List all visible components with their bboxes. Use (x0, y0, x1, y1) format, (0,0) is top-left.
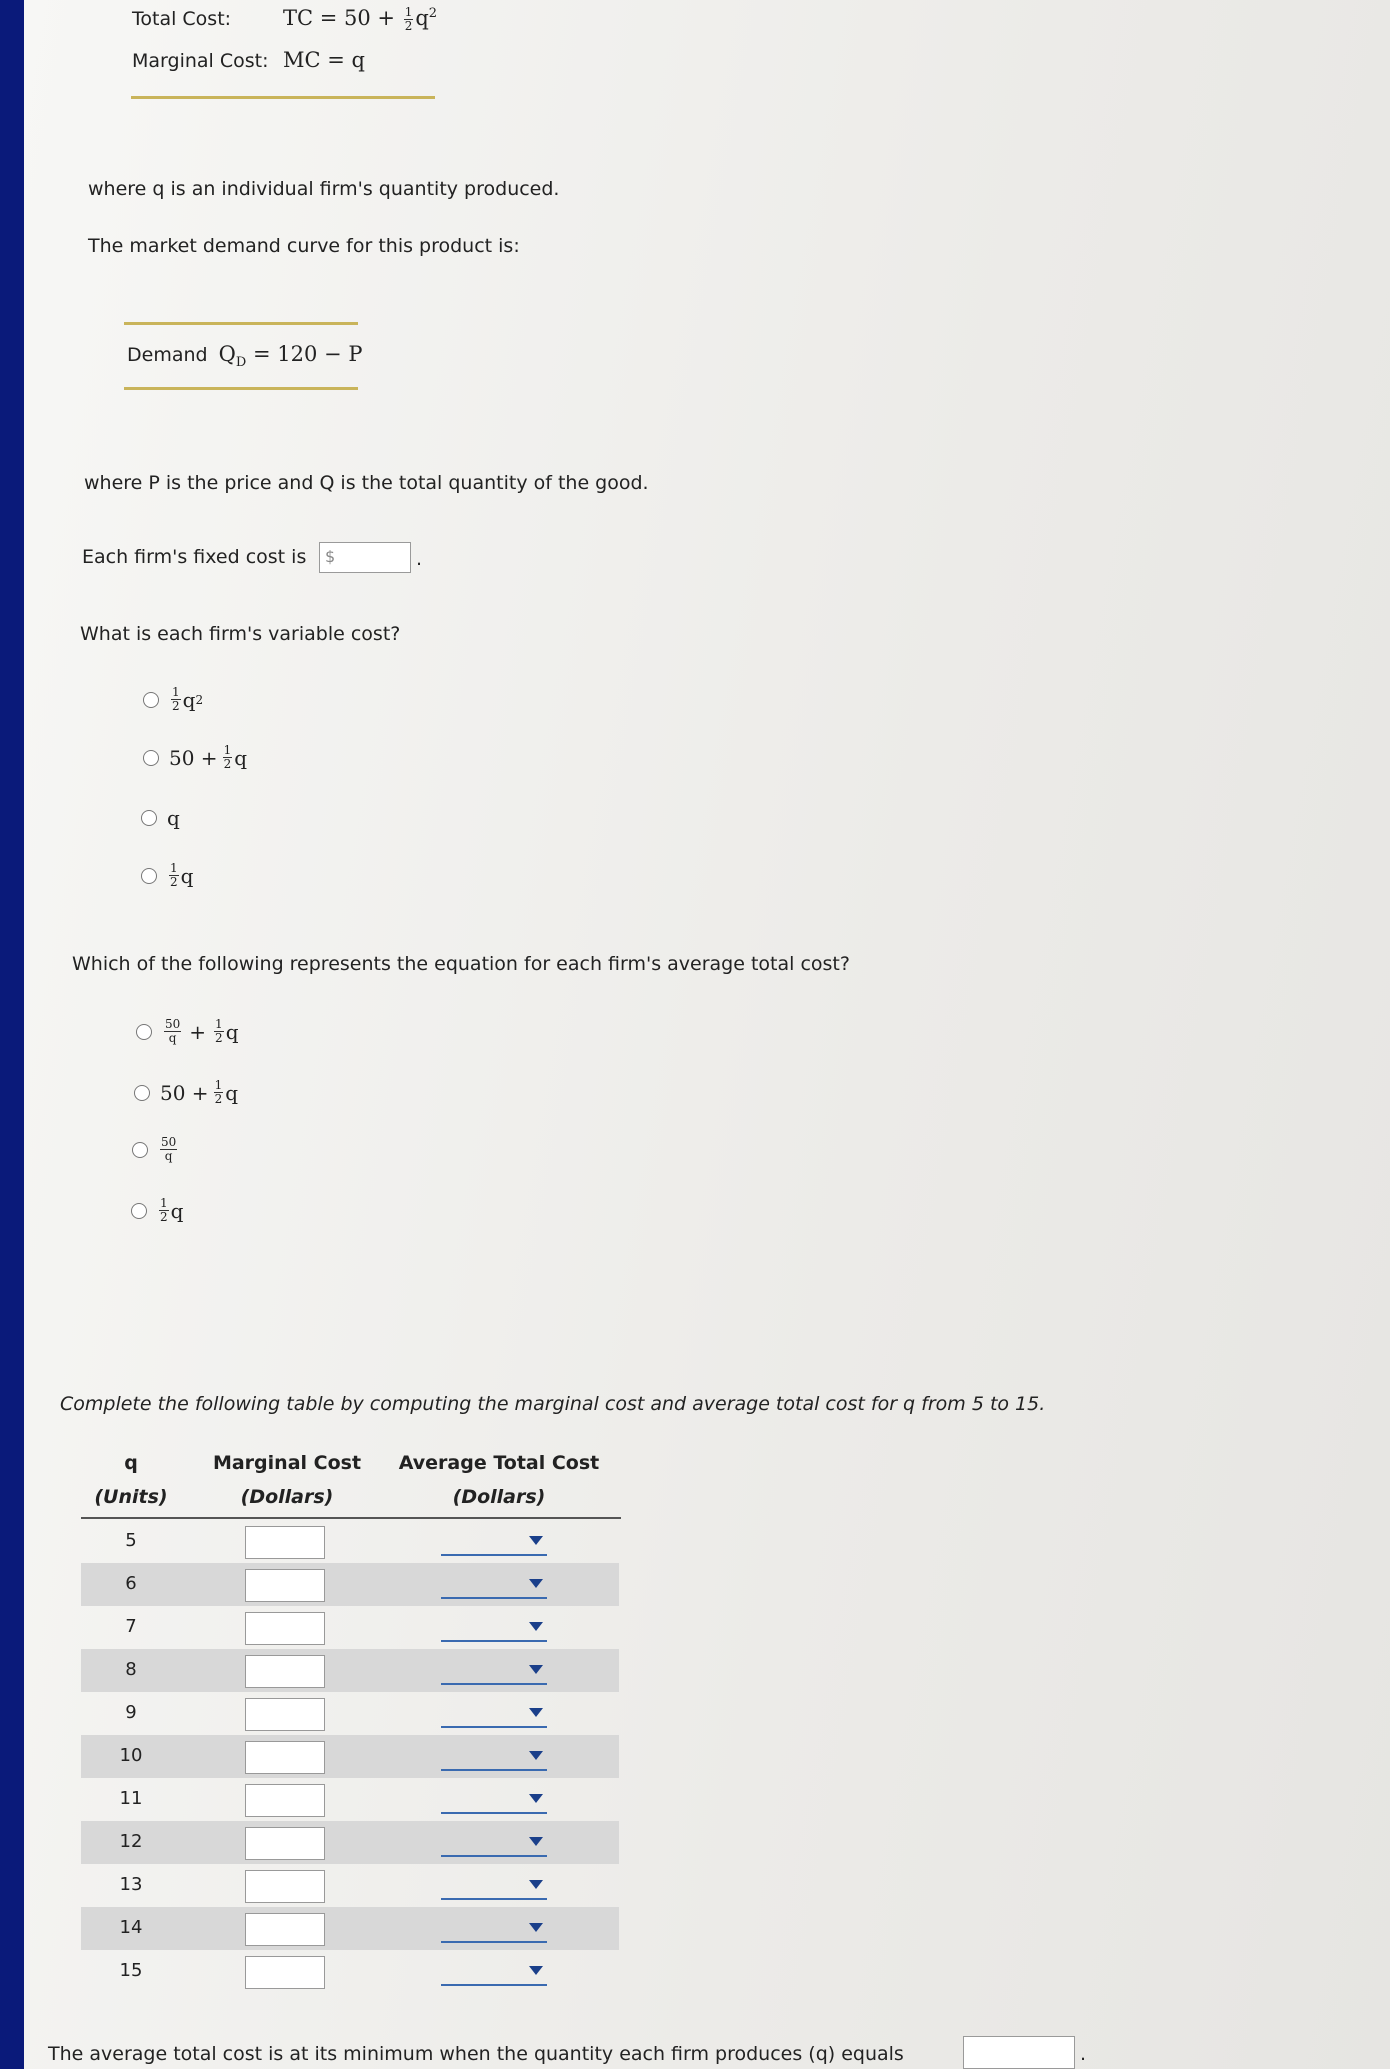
marginal-cost-input[interactable] (245, 1827, 325, 1860)
radio-button[interactable] (136, 1024, 152, 1040)
marginal-cost-input[interactable] (245, 1526, 325, 1559)
table-row: 5 (81, 1520, 619, 1563)
atc-dropdown[interactable] (441, 1835, 547, 1857)
marginal-cost-input[interactable] (245, 1612, 325, 1645)
marginal-cost-input[interactable] (245, 1870, 325, 1903)
where-q-text: where q is an individual firm's quantity produced. (88, 178, 560, 200)
col-header-average-total-cost: Average Total Cost (Dollars) (398, 1452, 600, 1508)
table-header-rule (81, 1517, 621, 1519)
variable-cost-option-3[interactable]: q (141, 806, 180, 830)
radio-button[interactable] (141, 868, 157, 884)
left-edge-bar (0, 0, 24, 2069)
fixed-cost-period: . (416, 548, 423, 570)
fixed-cost-input[interactable] (319, 542, 411, 573)
atc-option-2[interactable]: 50 + $\frac{1}{2}$ q (134, 1079, 238, 1106)
radio-button[interactable] (143, 692, 159, 708)
variable-cost-option-4[interactable]: $\frac{1}{2}$ q (141, 862, 193, 889)
divider (131, 96, 435, 99)
chevron-down-icon (529, 1837, 543, 1846)
atc-dropdown[interactable] (441, 1620, 547, 1642)
table-row: 13 (81, 1864, 619, 1907)
radio-button[interactable] (141, 810, 157, 826)
divider (124, 387, 358, 390)
marginal-cost-input[interactable] (245, 1741, 325, 1774)
table-row: 14 (81, 1907, 619, 1950)
table-row: 6 (81, 1563, 619, 1606)
atc-dropdown[interactable] (441, 1534, 547, 1556)
variable-cost-question: What is each firm's variable cost? (80, 623, 401, 645)
chevron-down-icon (529, 1751, 543, 1760)
chevron-down-icon (529, 1880, 543, 1889)
total-cost-label: Total Cost: (132, 8, 232, 30)
market-demand-intro: The market demand curve for this product is: (88, 235, 520, 257)
table-instruction: Complete the following table by computing the marginal cost and average total cost for q from 5 to 15. (60, 1393, 1046, 1415)
total-cost-lhs: TC = 50 + (283, 6, 396, 30)
col-header-marginal-cost: Marginal Cost (Dollars) (212, 1452, 362, 1508)
variable-cost-option-2[interactable]: 50 + $\frac{1}{2}$ q (143, 744, 247, 771)
radio-button[interactable] (132, 1142, 148, 1158)
atc-dropdown[interactable] (441, 1577, 547, 1599)
demand-label: Demand (127, 344, 208, 366)
chevron-down-icon (529, 1536, 543, 1545)
table-row: 12 (81, 1821, 619, 1864)
chevron-down-icon (529, 1794, 543, 1803)
table-row: 15 (81, 1950, 619, 1993)
radio-button[interactable] (143, 750, 159, 766)
atc-dropdown[interactable] (441, 1964, 547, 1986)
minimum-quantity-input[interactable] (963, 2036, 1075, 2069)
chevron-down-icon (529, 1923, 543, 1932)
atc-option-4[interactable]: $\frac{1}{2}$ q (131, 1197, 183, 1224)
chevron-down-icon (529, 1665, 543, 1674)
total-cost-equation: TC = 50 + $\frac{1}{2}$ $q^2$ (283, 5, 438, 33)
radio-button[interactable] (131, 1203, 147, 1219)
atc-dropdown[interactable] (441, 1878, 547, 1900)
radio-button[interactable] (134, 1085, 150, 1101)
divider (124, 322, 358, 325)
atc-option-3[interactable]: $\frac{50}{q}$ (132, 1136, 179, 1163)
fixed-cost-prompt: Each firm's fixed cost is (82, 546, 307, 568)
atc-dropdown[interactable] (441, 1749, 547, 1771)
marginal-cost-input[interactable] (245, 1655, 325, 1688)
where-p-text: where P is the price and Q is the total quantity of the good. (84, 472, 649, 494)
variable-cost-option-1[interactable]: $\frac{1}{2}$ q 2 (143, 686, 203, 713)
atc-question: Which of the following represents the equation for each firm's average total cost? (72, 953, 850, 975)
marginal-cost-input[interactable] (245, 1784, 325, 1817)
table-row: 7 (81, 1606, 619, 1649)
marginal-cost-input[interactable] (245, 1956, 325, 1989)
dollar-sign: $ (325, 547, 336, 566)
col-header-q: q (Units) (94, 1452, 168, 1508)
marginal-cost-equation: MC = q (283, 48, 365, 72)
table-row: 10 (81, 1735, 619, 1778)
atc-dropdown[interactable] (441, 1921, 547, 1943)
marginal-cost-input[interactable] (245, 1698, 325, 1731)
demand-equation: Demand $Q_D = 120 - P$ (127, 342, 363, 371)
atc-dropdown[interactable] (441, 1792, 547, 1814)
minimum-period: . (1080, 2043, 1087, 2065)
minimum-statement: The average total cost is at its minimum when the quantity each firm produces (q) equals (48, 2043, 904, 2065)
total-cost-fraction: $\frac{1}{2}$ (404, 5, 413, 33)
marginal-cost-input[interactable] (245, 1569, 325, 1602)
chevron-down-icon (529, 1966, 543, 1975)
table-row: 8 (81, 1649, 619, 1692)
chevron-down-icon (529, 1579, 543, 1588)
atc-option-1[interactable]: $\frac{50}{q}$ + $\frac{1}{2}$ q (136, 1018, 239, 1045)
table-row: 9 (81, 1692, 619, 1735)
chevron-down-icon (529, 1622, 543, 1631)
problem-page (24, 0, 1390, 2069)
table-row: 11 (81, 1778, 619, 1821)
marginal-cost-input[interactable] (245, 1913, 325, 1946)
chevron-down-icon (529, 1708, 543, 1717)
atc-dropdown[interactable] (441, 1663, 547, 1685)
marginal-cost-label: Marginal Cost: (132, 50, 269, 72)
atc-dropdown[interactable] (441, 1706, 547, 1728)
